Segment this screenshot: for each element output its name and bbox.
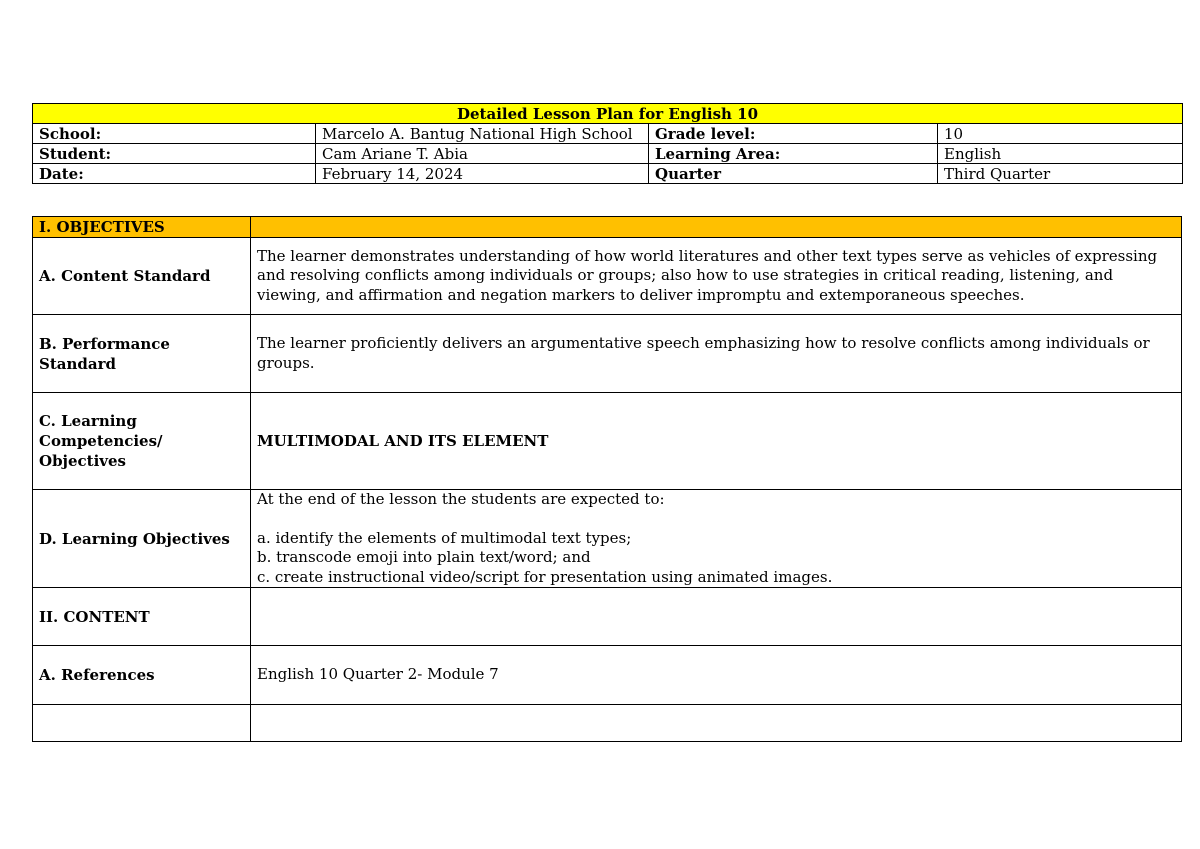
lesson-plan-title: Detailed Lesson Plan for English 10: [33, 104, 1183, 124]
objectives-heading: I. OBJECTIVES: [33, 217, 251, 238]
competencies-text: MULTIMODAL AND ITS ELEMENT: [251, 393, 1182, 490]
date-value: February 14, 2024: [316, 164, 649, 184]
empty-row: [33, 705, 1182, 742]
competencies-row: [33, 393, 1182, 490]
learning-objectives-intro: At the end of the lesson the students are expected to:: [257, 490, 665, 508]
learning-objectives-label: D. Learning Objectives: [33, 490, 251, 588]
date-label: Date:: [33, 164, 316, 184]
date-row: [33, 164, 1183, 184]
content-standard-row: [33, 238, 1182, 315]
performance-standard-row: [33, 315, 1182, 393]
objective-item: a. identify the elements of multimodal text types;: [257, 528, 632, 547]
spacer: [257, 510, 1175, 529]
student-label: Student:: [33, 144, 316, 164]
references-row: [33, 646, 1182, 705]
competencies-label: C. Learning Competencies/ Objectives: [33, 393, 251, 490]
title-row: [33, 104, 1183, 124]
content-heading-blank: [251, 588, 1182, 646]
learning-area-label: Learning Area:: [649, 144, 938, 164]
learning-objectives-row: [33, 490, 1182, 588]
content-standard-label: A. Content Standard: [33, 238, 251, 315]
references-text: English 10 Quarter 2- Module 7: [251, 646, 1182, 705]
references-label: A. References: [33, 646, 251, 705]
objectives-heading-blank: [251, 217, 1182, 238]
grade-level-value: 10: [938, 124, 1183, 144]
performance-standard-label: B. Performance Standard: [33, 315, 251, 393]
lesson-plan-main-table: [32, 216, 1182, 742]
student-row: [33, 144, 1183, 164]
learning-objectives-cell: [251, 490, 1182, 588]
content-heading-row: [33, 588, 1182, 646]
performance-standard-text: The learner proficiently delivers an argumentative speech emphasizing how to resolve conflicts among individuals or groups.: [251, 315, 1182, 393]
grade-level-label: Grade level:: [649, 124, 938, 144]
objective-item: c. create instructional video/script for presentation using animated images.: [257, 567, 833, 586]
school-row: [33, 124, 1183, 144]
lesson-plan-header-table: [32, 103, 1183, 184]
empty-cell-right: [251, 705, 1182, 742]
objective-item: b. transcode emoji into plain text/word; and: [257, 548, 591, 566]
empty-cell-left: [33, 705, 251, 742]
content-heading: II. CONTENT: [33, 588, 251, 646]
quarter-value: Third Quarter: [938, 164, 1183, 184]
school-label: School:: [33, 124, 316, 144]
objectives-heading-row: [33, 217, 1182, 238]
quarter-label: Quarter: [649, 164, 938, 184]
school-value: Marcelo A. Bantug National High School: [316, 124, 649, 144]
content-standard-text: The learner demonstrates understanding of how world literatures and other text types serve as vehicles of expressing and resolving conflicts among individuals or groups; also how to use strategies in critical reading, listening, and viewing, and affirmation and negation markers to deliver impromptu and extemporaneous speeches.: [251, 238, 1182, 315]
learning-area-value: English: [938, 144, 1183, 164]
student-value: Cam Ariane T. Abia: [316, 144, 649, 164]
